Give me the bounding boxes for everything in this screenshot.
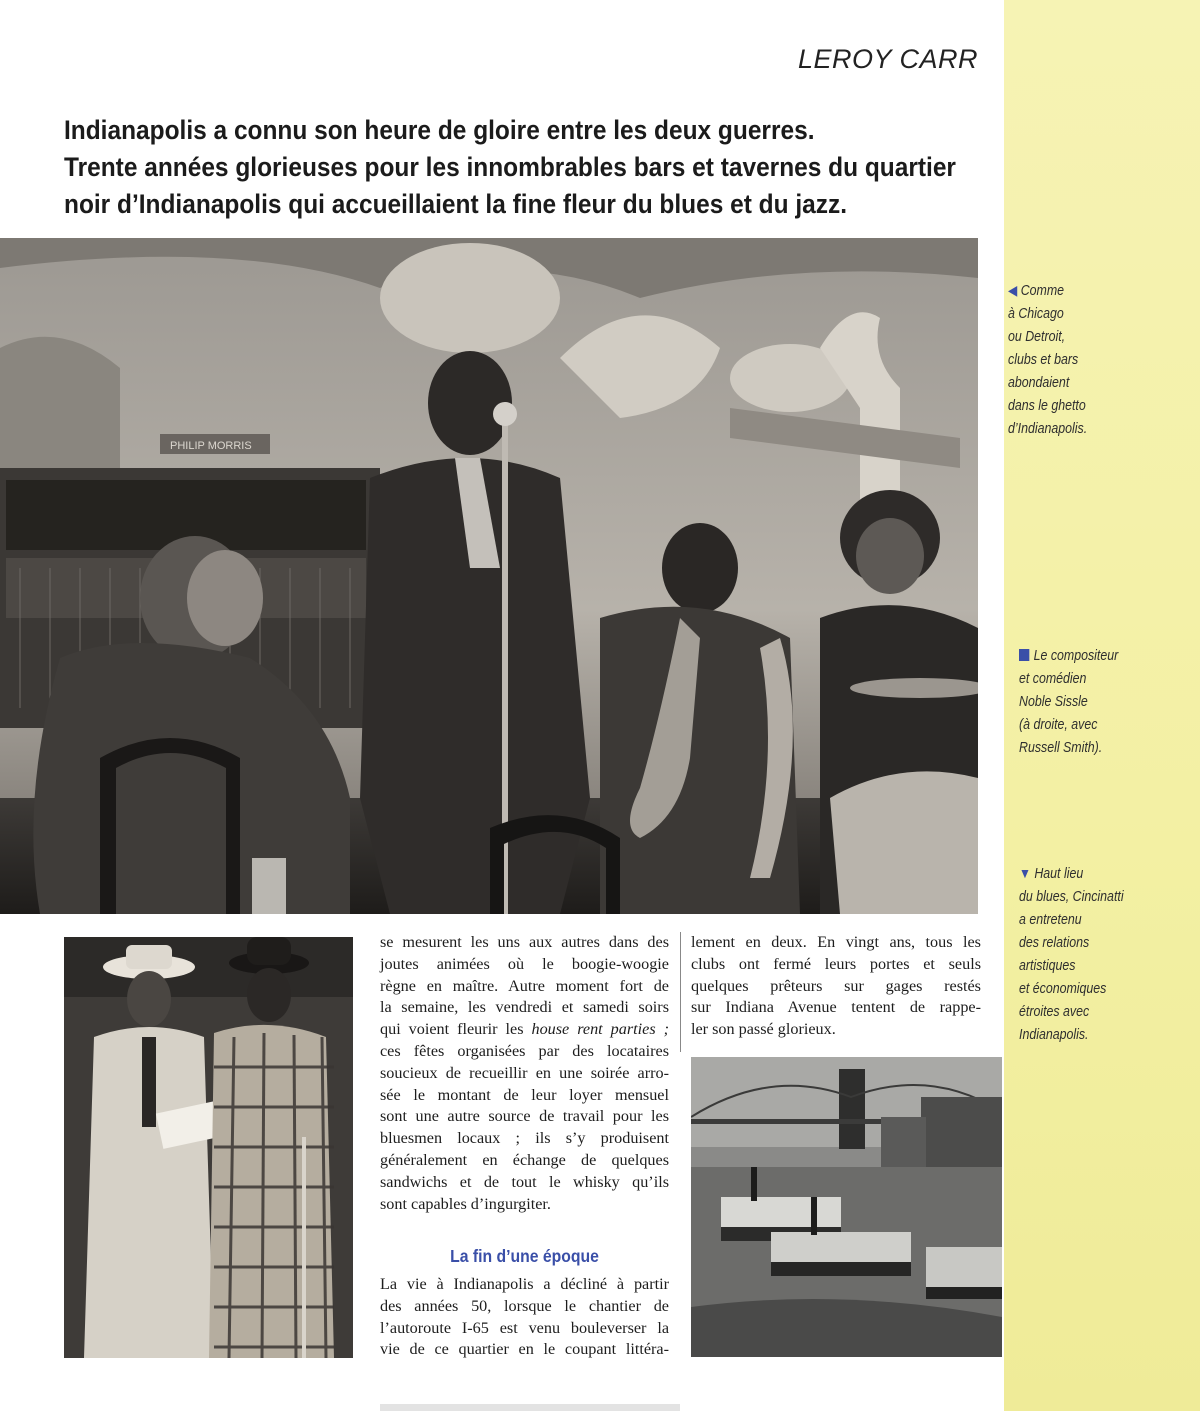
text-line: bluesmen locaux ; ils s’y produisent — [380, 1129, 669, 1148]
text-line: la semaine, les vendredi et samedi soirs — [380, 998, 669, 1017]
text-line: quelques prêteurs sur gages restés — [691, 976, 981, 995]
page-footer-strip — [380, 1404, 680, 1411]
caption-line: du blues, Cincinatti — [1019, 889, 1124, 905]
caption-line: Haut lieu — [1034, 866, 1084, 882]
piano-brand-label: PHILIP MORRIS — [170, 440, 252, 452]
caption-line: à Chicago — [1008, 306, 1064, 322]
text-line: soucieux de recueillir en une soirée arro- — [380, 1063, 669, 1082]
lead-line: noir d’Indianapolis qui accueillaient la fine fleur du blues et du jazz. — [64, 189, 848, 219]
lead-line: Trente années glorieuses pour les innombrables bars et tavernes du quartier — [64, 152, 956, 182]
article-column-1 — [380, 932, 669, 1215]
caption-noble-sissle — [1019, 645, 1118, 760]
caption-line: Comme — [1020, 283, 1065, 299]
club-photo — [0, 238, 978, 914]
caption-line: ou Detroit, — [1008, 329, 1066, 345]
text-line: clubs ont fermé leurs portes et seuls — [691, 954, 981, 973]
caption-line: Noble Sissle — [1019, 694, 1088, 710]
text-line: lement en deux. En vingt ans, tous les — [691, 933, 981, 951]
river-photo-illustration — [691, 1057, 1002, 1357]
square-icon — [1019, 649, 1029, 661]
caption-line: Russell Smith). — [1019, 740, 1103, 756]
cincinnati-river-photo — [691, 1057, 1002, 1357]
text-line: joutes animées où le boogie-woogie — [380, 954, 669, 973]
text-line: sur Indiana Avenue tentent de rappe- — [691, 998, 981, 1017]
caption-line: Indianapolis. — [1019, 1027, 1089, 1043]
article-column-2 — [691, 932, 981, 1041]
text-line: l’autoroute I-65 est venu bouleverser la — [380, 1318, 669, 1337]
caption-cincinnati — [1019, 862, 1124, 1047]
sissle-photo-illustration — [64, 937, 353, 1358]
text-line: sont capables d’ingurgiter. — [380, 1194, 551, 1213]
caption-line: artistiques — [1019, 958, 1076, 974]
caption-line: Le compositeur — [1033, 648, 1119, 664]
caption-club — [1008, 279, 1087, 441]
sissle-photo — [64, 937, 353, 1358]
caption-line: des relations — [1019, 935, 1090, 951]
caption-line: clubs et bars — [1008, 352, 1079, 368]
text-line: règne en maître. Autre moment fort de — [380, 976, 669, 995]
lead-paragraph — [64, 112, 984, 223]
caption-line: et économiques — [1019, 981, 1107, 997]
club-photo-illustration — [0, 238, 978, 914]
text-line: généralement en échange de quelques — [380, 1150, 669, 1169]
text-line: vie de ce quartier en le coupant littéra- — [380, 1340, 669, 1359]
caption-line: dans le ghetto — [1008, 398, 1086, 414]
down-triangle-icon: ▼ — [1019, 865, 1031, 881]
left-triangle-icon: ◀ — [1008, 282, 1018, 298]
text-line: se mesurent les uns aux autres dans des — [380, 933, 669, 951]
caption-line: étroites avec — [1019, 1004, 1090, 1020]
text-line: sont une autre source de travail pour les — [380, 1107, 669, 1126]
caption-line: (à droite, avec — [1019, 717, 1098, 733]
text-line: sée le montant de leur loyer mensuel — [380, 1085, 669, 1104]
caption-line: et comédien — [1019, 671, 1087, 687]
text-line-italic: qui voient fleurir les house rent parties ; — [380, 1020, 669, 1039]
running-head: LEROY CARR — [797, 44, 978, 74]
text-line: ler son passé glorieux. — [691, 1020, 836, 1039]
text-line: sandwichs et de tout le whisky qu’ils — [380, 1172, 669, 1191]
article-column-1-continued — [380, 1274, 669, 1361]
text-line: des années 50, lorsque le chantier de — [380, 1296, 669, 1315]
text-line: La vie à Indianapolis a décliné à partir — [380, 1275, 669, 1293]
text-line: ces fêtes organisées par des locataires — [380, 1041, 669, 1060]
column-rule — [680, 932, 681, 1052]
caption-line: d’Indianapolis. — [1008, 421, 1088, 437]
caption-line: abondaient — [1008, 375, 1070, 391]
lead-line: Indianapolis a connu son heure de gloire entre les deux guerres. — [64, 115, 815, 145]
caption-line: a entretenu — [1019, 912, 1082, 928]
section-heading: La fin d’une époque — [450, 1246, 599, 1266]
